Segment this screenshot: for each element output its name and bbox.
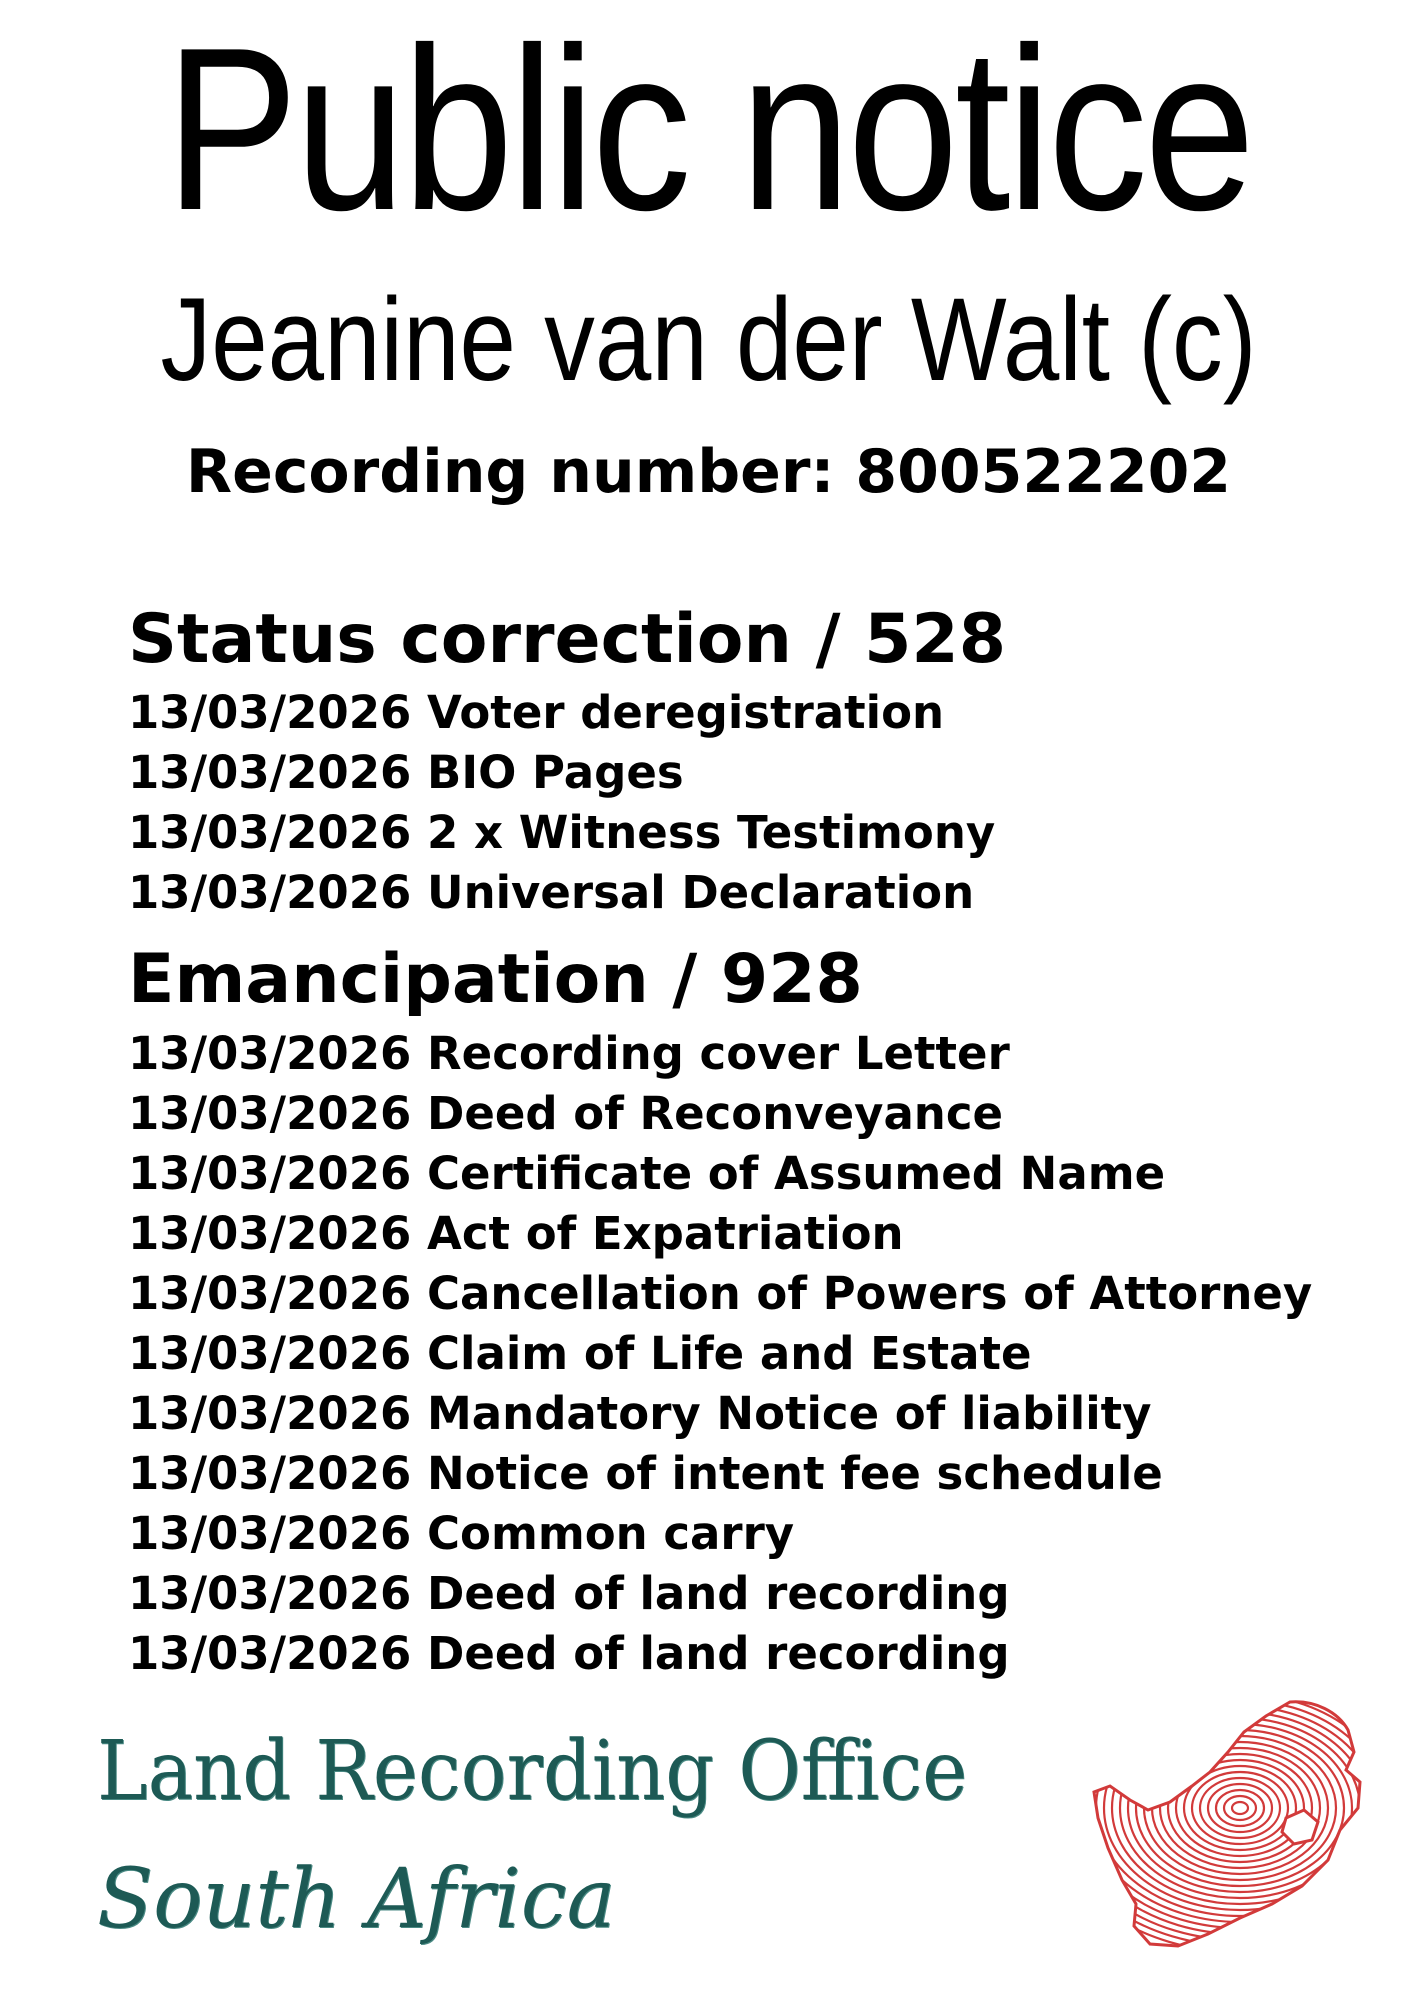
- list-item: 13/03/2026 Universal Declaration: [128, 866, 975, 919]
- logo-text-line1: Land Recording Office: [97, 1724, 968, 1819]
- list-item: 13/03/2026 Voter deregistration: [128, 686, 945, 739]
- recording-number: Recording number: 800522202: [185, 437, 1232, 507]
- page-title: Public notice: [165, 0, 1252, 259]
- list-item: 13/03/2026 Notice of intent fee schedule: [128, 1447, 1163, 1500]
- list-item: 13/03/2026 Claim of Life and Estate: [128, 1327, 1032, 1380]
- list-item: 13/03/2026 Common carry: [128, 1507, 795, 1560]
- list-item: 13/03/2026 Deed of land recording: [128, 1567, 1010, 1620]
- list-item: 13/03/2026 Act of Expatriation: [128, 1207, 904, 1260]
- south-africa-fingerprint-map-icon: [1090, 1690, 1370, 1950]
- list-item: 13/03/2026 Recording cover Letter: [128, 1027, 1010, 1080]
- list-item: 13/03/2026 Mandatory Notice of liability: [128, 1387, 1152, 1440]
- list-item: 13/03/2026 Certificate of Assumed Name: [128, 1147, 1166, 1200]
- list-item: 13/03/2026 Deed of land recording: [128, 1627, 1010, 1680]
- list-item: 13/03/2026 Cancellation of Powers of Attorney: [128, 1267, 1313, 1320]
- section-heading-emancipation: Emancipation / 928: [128, 940, 863, 1019]
- list-item: 13/03/2026 BIO Pages: [128, 746, 684, 799]
- logo-text-line2: South Africa: [97, 1852, 616, 1947]
- list-item: 13/03/2026 Deed of Reconveyance: [128, 1087, 1004, 1140]
- person-name: Jeanine van der Walt (c): [160, 274, 1257, 406]
- list-item: 13/03/2026 2 x Witness Testimony: [128, 806, 996, 859]
- section-heading-status-correction: Status correction / 528: [128, 600, 1007, 679]
